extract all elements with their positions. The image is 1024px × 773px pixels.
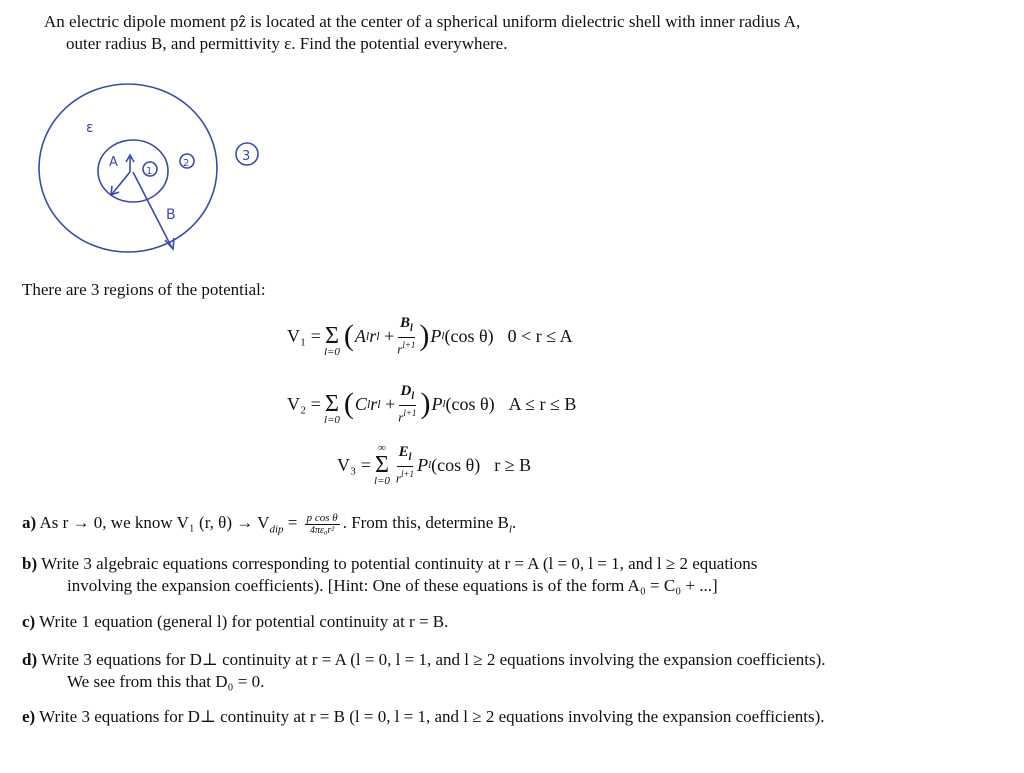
v1-term1: A xyxy=(354,325,366,346)
v1-fraction: $\frac{B_l}{r^{l+1}}$ xyxy=(397,315,416,357)
radius-a-arrow xyxy=(112,172,130,194)
v3-sum: ∞ Σ l=0 xyxy=(373,442,390,487)
question-a: a) As r → 0, we know V₁ (r, $\theta) \to V_{dip}$ = $\frac{\text{p cos θ}}{\text{4πε₀r²}}$ . From this, determine $B_l$. xyxy=(22,512,517,537)
v1-condition: 0 < r ≤ A xyxy=(507,325,573,346)
v1-sum: Σ l=0 xyxy=(323,323,340,358)
region-1-label: 1 xyxy=(146,166,153,177)
v2-term1: C xyxy=(354,393,367,414)
problem-line-2: outer radius B, and permittivity ε. Find the potential everywhere. xyxy=(66,34,508,53)
v2-legendre: P xyxy=(431,393,443,414)
region-2-label: 2 xyxy=(183,158,190,169)
v1-legendre: P xyxy=(430,325,442,346)
problem-line-1: An electric dipole moment pẑ is located at the center of a spherical uniform dielectric shell with inner radius A, xyxy=(44,12,801,31)
v1-lhs: V₁ = xyxy=(287,325,321,346)
regions-intro: There are 3 regions of the potential: xyxy=(22,280,266,299)
v3-condition: r ≥ B xyxy=(494,454,532,475)
question-b: b) Write 3 algebraic equations corresponding to potential continuity at r = A (l = 0, l = 1, and l ≥ 2 equations involving the expansion coefficients). [Hint: One of these equations is of the form A₀ = C₀ + ...] xyxy=(22,554,758,595)
v3-lhs: V₃ = xyxy=(337,454,371,475)
question-c: c) Write 1 equation (general l) for potential continuity at r = B. xyxy=(22,612,449,631)
question-e: e) Write 3 equations for D⊥ continuity at r = B (l = 0, l = 1, and l ≥ 2 equations involving the expansion coefficients). xyxy=(22,707,825,726)
region-3-label: 3 xyxy=(242,149,251,164)
epsilon-label: ε xyxy=(86,120,94,136)
v3-legendre: P xyxy=(417,454,429,475)
equation-v2: V₂ = Σ l=0 ( C l r l + $\frac{D_l}{r^{l+1}}$ ) P l (cos θ) A ≤ r ≤ B xyxy=(287,383,577,426)
v2-sum: Σ l=0 xyxy=(323,391,340,426)
v3-fraction: $\frac{E_l}{r^{l+1}}$ xyxy=(395,444,415,486)
inner-radius-label: A xyxy=(109,155,118,170)
v2-condition: A ≤ r ≤ B xyxy=(508,393,577,414)
v2-lhs: V₂ = xyxy=(287,393,321,414)
dielectric-shell-sketch xyxy=(0,0,300,270)
equation-v1: V₁ = Σ l=0 ( A l r l + $\frac{B_l}{r^{l+1}}$ ) P l (cos θ) 0 < r ≤ A xyxy=(287,315,573,358)
v2-fraction: $\frac{D_l}{r^{l+1}}$ xyxy=(398,383,417,425)
question-d: d) Write 3 equations for D⊥ continuity at r = A (l = 0, l = 1, and l ≥ 2 equations involving the expansion coefficients). We see from this that D₀ = 0. xyxy=(22,650,826,691)
equation-v3: V₃ = ∞ Σ l=0 $\frac{E_l}{r^{l+1}}$ P l (cos θ) r ≥ B xyxy=(337,442,532,487)
outer-radius-label: B xyxy=(166,207,176,223)
